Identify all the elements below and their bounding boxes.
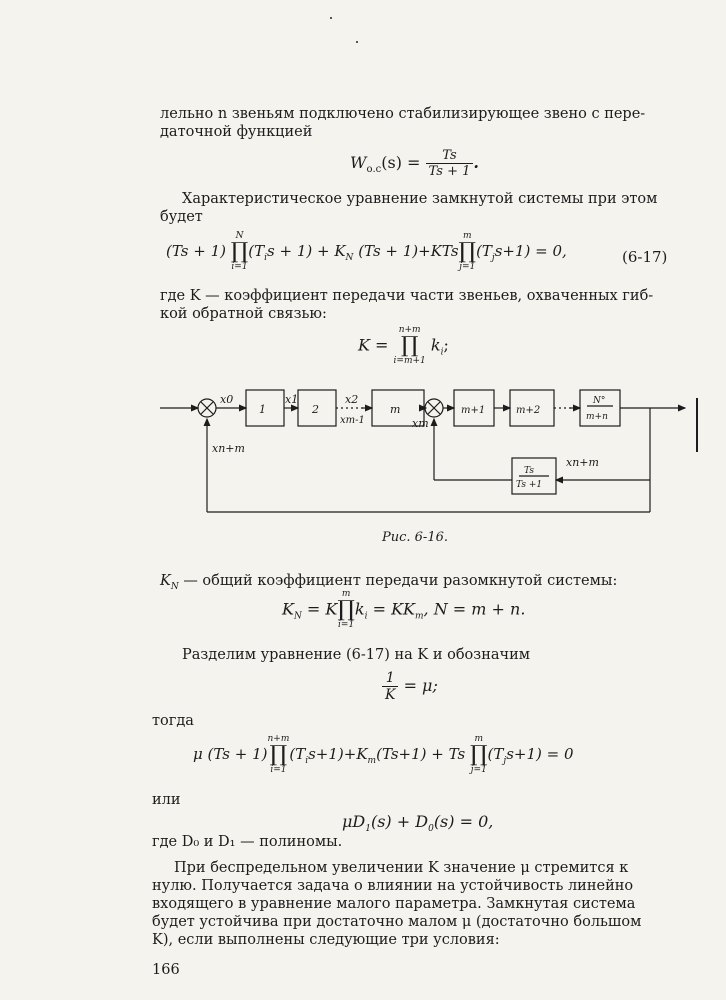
text-line: Разделим уравнение (6-17) на K и обозначим xyxy=(182,647,531,663)
text-line: входящего в уравнение малого параметра. Замкнутая система xyxy=(152,896,636,912)
signal-label: x0 xyxy=(220,393,234,406)
feedback-den: Ts +1 xyxy=(516,480,543,490)
page-number: 166 xyxy=(152,962,180,978)
text-line: или xyxy=(152,792,181,808)
signal-label: xn+m xyxy=(212,442,245,455)
equation-woc: $W_{о.с}(s)$ = $\frac{Ts}{Ts + 1}$ . xyxy=(350,148,479,179)
text-line: Характеристическое уравнение замкнутой системы при этом xyxy=(182,191,658,207)
block-label: m+n xyxy=(586,412,608,422)
text-line: где D₀ и D₁ — полиномы. xyxy=(152,834,343,850)
figure-caption: Рис. 6-16. xyxy=(382,530,449,545)
signal-label: x1 xyxy=(285,393,299,406)
block-label: m+1 xyxy=(461,405,486,416)
signal-label: xm-1 xyxy=(340,415,365,426)
text-line: лельно n звеньям подключено стабилизирующее звено с пере- xyxy=(160,106,646,122)
scan-speck xyxy=(330,17,332,19)
signal-label: x2 xyxy=(345,393,359,406)
text-line: При беспредельном увеличении K значение μ стремится к xyxy=(174,860,629,876)
equation-mu: $\frac{1}{K}$ = μ; xyxy=(382,670,438,703)
feedback-num: Ts xyxy=(524,466,534,476)
block-label: m+2 xyxy=(516,405,541,416)
scan-speck xyxy=(356,41,358,43)
signal-label: xn+m xyxy=(566,456,599,469)
margin-mark xyxy=(696,398,698,452)
equation-number: (6-17) xyxy=(622,248,668,266)
equation-6-17: (Ts + 1) N ∏ i=1 $(T_is + 1) + K_N$ (Ts + 1)+KTs m ∏ j=1 $(T_js+1) = 0$, xyxy=(166,231,567,272)
equation-d: $\mu D_1(s) + D_0(s) = 0$, xyxy=(342,812,494,835)
text-line: где K — коэффициент передачи части звеньев, охваченных гиб- xyxy=(160,288,654,304)
text-line: даточной функцией xyxy=(160,124,313,140)
block-label: 2 xyxy=(312,403,319,416)
text-line: K), если выполнены следующие три условия: xyxy=(152,932,500,948)
text-line: будет xyxy=(160,209,203,225)
equation-long: μ (Ts + 1) n+m ∏ i=1 $(T_is+1)+K_m(Ts+1) + Ts$ m ∏ j=1 $(T_js+1) = 0$ xyxy=(193,734,574,775)
text-line: нулю. Получается задача о влиянии на устойчивость линейно xyxy=(152,878,634,894)
text-line: $K_N$ — общий коэффициент передачи разомкнутой системы: xyxy=(160,573,618,592)
block-label: N° xyxy=(593,396,606,406)
signal-label: xm xyxy=(412,417,429,430)
block-label: 1 xyxy=(259,403,266,416)
block-label: m xyxy=(390,403,401,416)
text-line: тогда xyxy=(152,713,194,729)
text-line: будет устойчива при достаточно малом μ (достаточно большом xyxy=(152,914,642,930)
equation-k: K = n+m ∏ i=m+1 $k_i$; xyxy=(358,325,449,366)
block-diagram xyxy=(150,378,710,518)
equation-kn: $K_N = K$ m ∏ i=1 $k_i = KK_m$, N = m + n. xyxy=(282,589,526,630)
text-line: кой обратной связью: xyxy=(160,306,327,322)
